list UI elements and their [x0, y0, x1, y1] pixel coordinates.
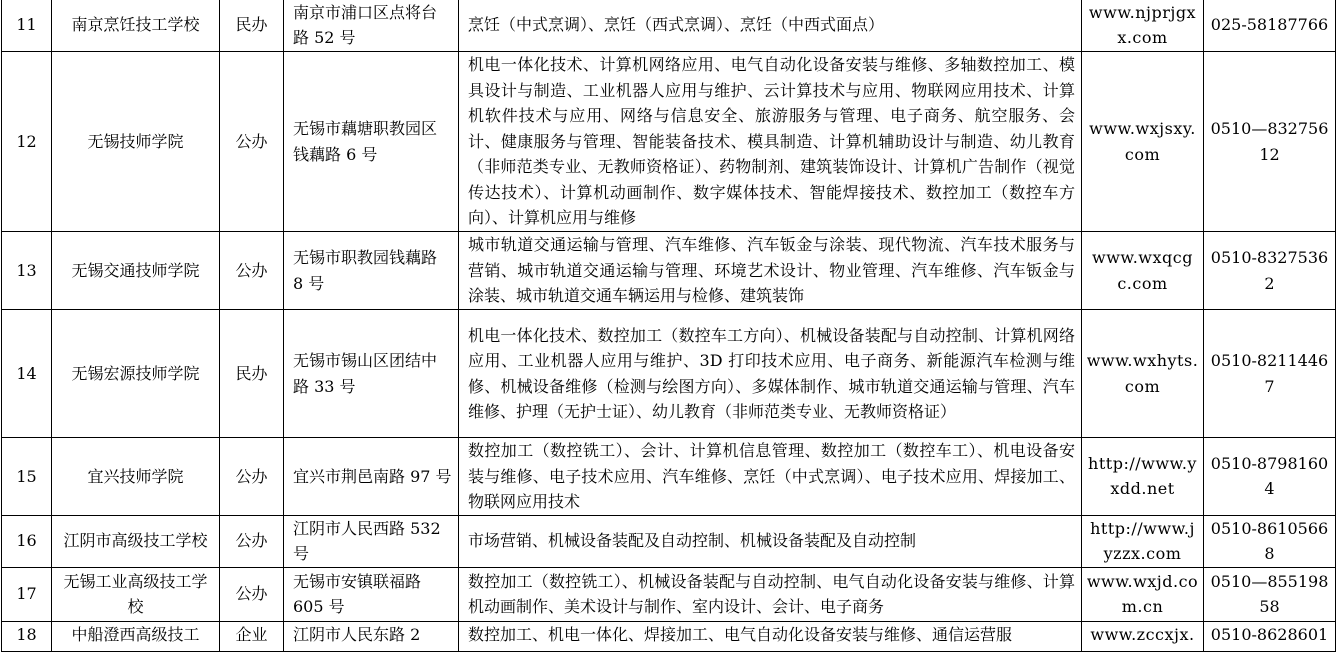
school-type: 公办 — [220, 52, 284, 232]
table-row — [2, 232, 1336, 310]
school-name: 宜兴技师学院 — [52, 438, 220, 516]
row-number: 17 — [2, 567, 52, 621]
school-table — [1, 0, 1336, 652]
school-name: 中船澄西高级技工 — [52, 621, 220, 651]
school-address: 无锡市安镇联福路 605 号 — [284, 567, 459, 621]
school-phone: 0510-87981604 — [1204, 438, 1336, 516]
school-website: www.wxjsxy.com — [1082, 52, 1204, 232]
school-type: 公办 — [220, 515, 284, 567]
school-majors: 数控加工（数控铣工）、会计、计算机信息管理、数控加工（数控车工）、机电设备安装与维修、电子技术应用、汽车维修、烹饪（中式烹调）、电子技术应用、焊接加工、物联网应用技术 — [459, 438, 1082, 516]
school-majors: 市场营销、机械设备装配及自动控制、机械设备装配及自动控制 — [459, 515, 1082, 567]
school-phone: 025-58187766 — [1204, 0, 1336, 52]
row-number: 13 — [2, 232, 52, 310]
school-majors: 烹饪（中式烹调）、烹饪（西式烹调）、烹饪（中西式面点） — [459, 0, 1082, 52]
school-majors: 机电一体化技术、数控加工（数控车工方向）、机械设备装配与自动控制、计算机网络应用、工业机器人应用与维护、3D 打印技术应用、电子商务、新能源汽车检测与维修、机械设备维修（检测与绘图方向）、多媒体制作、城市轨道交通运输与管理、汽车维修、护理（无护士证）、幼儿教育（非师范类专业、无教师资格证） — [459, 310, 1082, 438]
school-address: 无锡市锡山区团结中路 33 号 — [284, 310, 459, 438]
table-row — [2, 567, 1336, 621]
row-number: 16 — [2, 515, 52, 567]
school-address: 江阴市人民东路 2 — [284, 621, 459, 651]
school-phone: 0510—85519858 — [1204, 567, 1336, 621]
school-name: 无锡交通技师学院 — [52, 232, 220, 310]
row-number: 15 — [2, 438, 52, 516]
table-row — [2, 310, 1336, 438]
school-type: 企业 — [220, 621, 284, 651]
school-address: 无锡市藕塘职教园区钱藕路 6 号 — [284, 52, 459, 232]
school-website: http://www.jyzzx.com — [1082, 515, 1204, 567]
school-phone: 0510-8628601 — [1204, 621, 1336, 651]
school-type: 民办 — [220, 0, 284, 52]
school-address: 南京市浦口区点将台路 52 号 — [284, 0, 459, 52]
school-type: 公办 — [220, 232, 284, 310]
school-address: 无锡市职教园钱藕路 8 号 — [284, 232, 459, 310]
school-website: http://www.yxdd.net — [1082, 438, 1204, 516]
school-name: 无锡技师学院 — [52, 52, 220, 232]
table-row — [2, 515, 1336, 567]
table-row — [2, 438, 1336, 516]
school-website: www.njprjgxx.com — [1082, 0, 1204, 52]
school-website: www.zccxjx. — [1082, 621, 1204, 651]
school-name: 南京烹饪技工学校 — [52, 0, 220, 52]
school-website: www.wxjd.com.cn — [1082, 567, 1204, 621]
school-phone: 0510-83275362 — [1204, 232, 1336, 310]
school-phone: 0510-82114467 — [1204, 310, 1336, 438]
school-majors: 机电一体化技术、计算机网络应用、电气自动化设备安装与维修、多轴数控加工、模具设计与制造、工业机器人应用与维护、云计算技术与应用、物联网应用技术、计算机软件技术与应用、网络与信息安全、旅游服务与管理、电子商务、航空服务、会计、健康服务与管理、智能装备技术、模具制造、计算机辅助设计与制造、幼儿教育（非师范类专业、无教师资格证）、药物制剂、建筑装饰设计、计算机广告制作（视觉传达技术）、计算机动画制作、数字媒体技术、智能焊接技术、数控加工（数控车方向）、计算机应用与维修 — [459, 52, 1082, 232]
school-name: 江阴市高级技工学校 — [52, 515, 220, 567]
school-name: 无锡工业高级技工学校 — [52, 567, 220, 621]
school-type: 公办 — [220, 438, 284, 516]
school-majors: 数控加工、机电一体化、焊接加工、电气自动化设备安装与维修、通信运营服 — [459, 621, 1082, 651]
row-number: 11 — [2, 0, 52, 52]
school-phone: 0510—83275612 — [1204, 52, 1336, 232]
school-address: 宜兴市荆邑南路 97 号 — [284, 438, 459, 516]
school-name: 无锡宏源技师学院 — [52, 310, 220, 438]
school-type: 公办 — [220, 567, 284, 621]
row-number: 12 — [2, 52, 52, 232]
school-address: 江阴市人民西路 532 号 — [284, 515, 459, 567]
row-number: 14 — [2, 310, 52, 438]
table-row — [2, 52, 1336, 232]
school-website: www.wxqcgc.com — [1082, 232, 1204, 310]
school-website: www.wxhyts.com — [1082, 310, 1204, 438]
school-majors: 城市轨道交通运输与管理、汽车维修、汽车钣金与涂装、现代物流、汽车技术服务与营销、城市轨道交通运输与管理、环境艺术设计、物业管理、汽车维修、汽车钣金与涂装、城市轨道交通车辆运用与检修、建筑装饰 — [459, 232, 1082, 310]
school-phone: 0510-86105668 — [1204, 515, 1336, 567]
row-number: 18 — [2, 621, 52, 651]
school-type: 民办 — [220, 310, 284, 438]
table-row — [2, 0, 1336, 52]
school-majors: 数控加工（数控铣工）、机械设备装配与自动控制、电气自动化设备安装与维修、计算机动画制作、美术设计与制作、室内设计、会计、电子商务 — [459, 567, 1082, 621]
